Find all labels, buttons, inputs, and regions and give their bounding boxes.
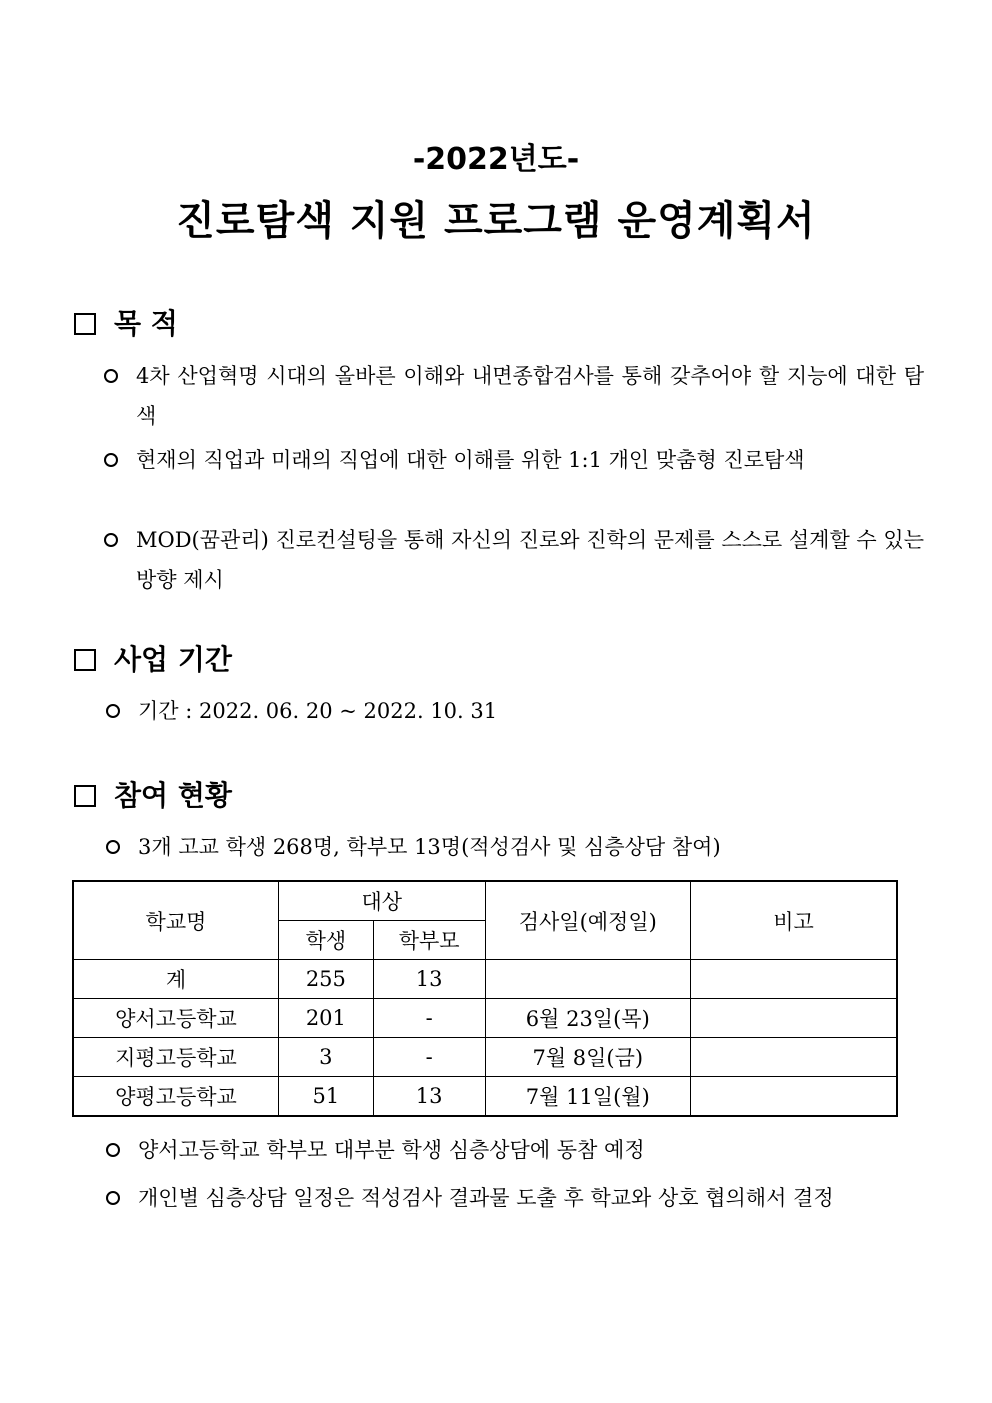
section-heading-label: 목 적 <box>114 307 178 340</box>
table-header-student: 학생 <box>278 921 373 960</box>
list-item-text: 기간 : 2022. 06. 20 ~ 2022. 10. 31 <box>138 699 498 723</box>
section-heading-purpose <box>74 306 178 342</box>
table-row <box>73 960 897 999</box>
list-item <box>98 440 924 480</box>
list-item <box>100 1178 926 1218</box>
table-cell-school: 계 <box>73 960 278 999</box>
table-cell-date: 7월 8일(금) <box>485 1038 691 1077</box>
table-cell-date <box>485 960 691 999</box>
circle-bullet-icon <box>98 520 124 560</box>
circle-bullet-icon <box>100 691 126 731</box>
table-row <box>73 1038 897 1077</box>
table-cell-student: 201 <box>278 999 373 1038</box>
document-year: -2022년도- <box>412 142 580 177</box>
participation-table <box>72 880 898 1117</box>
document-title: 진로탐색 지원 프로그램 운영계획서 <box>176 198 816 244</box>
list-item-text: 현재의 직업과 미래의 직업에 대한 이해를 위한 1:1 개인 맞춤형 진로탐색 <box>136 448 805 472</box>
section-heading-label: 참여 현황 <box>114 779 232 812</box>
table-cell-note <box>691 1038 897 1077</box>
table-row <box>73 999 897 1038</box>
section-heading-participation <box>74 778 232 814</box>
table-cell-student: 255 <box>278 960 373 999</box>
table-header-target: 대상 <box>278 881 485 921</box>
section-heading-label: 사업 기간 <box>114 643 232 676</box>
list-item-text: 4차 산업혁명 시대의 올바른 이해와 내면종합검사를 통해 갖추어야 할 지능에 대한 탐색 <box>136 364 924 428</box>
circle-bullet-icon <box>100 1130 126 1170</box>
table-cell-date: 6월 23일(목) <box>485 999 691 1038</box>
list-item <box>98 356 924 436</box>
circle-bullet-icon <box>100 1178 126 1218</box>
table-cell-school: 양서고등학교 <box>73 999 278 1038</box>
checkbox-square-icon <box>74 313 96 335</box>
list-item <box>100 691 926 731</box>
table-row <box>73 1077 897 1117</box>
table-header-date: 검사일(예정일) <box>485 881 691 960</box>
table-cell-note <box>691 960 897 999</box>
table-cell-school: 지평고등학교 <box>73 1038 278 1077</box>
table-cell-student: 3 <box>278 1038 373 1077</box>
table-cell-student: 51 <box>278 1077 373 1117</box>
table-header-note: 비고 <box>691 881 897 960</box>
table-cell-school: 양평고등학교 <box>73 1077 278 1117</box>
circle-bullet-icon <box>98 356 124 396</box>
list-item <box>98 520 924 600</box>
section-heading-period <box>74 642 232 678</box>
circle-bullet-icon <box>100 827 126 867</box>
list-item-text: 양서고등학교 학부모 대부분 학생 심층상담에 동참 예정 <box>138 1138 645 1162</box>
list-item <box>100 1130 926 1170</box>
checkbox-square-icon <box>74 785 96 807</box>
table-cell-parent: 13 <box>373 1077 485 1117</box>
table-cell-note <box>691 999 897 1038</box>
list-item-text: 개인별 심층상담 일정은 적성검사 결과물 도출 후 학교와 상호 협의해서 결정 <box>138 1186 834 1210</box>
table-cell-parent: - <box>373 1038 485 1077</box>
table-cell-date: 7월 11일(월) <box>485 1077 691 1117</box>
list-item-text: 3개 고교 학생 268명, 학부모 13명(적성검사 및 심층상담 참여) <box>138 835 721 859</box>
list-item-text: MOD(꿈관리) 진로컨설팅을 통해 자신의 진로와 진학의 문제를 스스로 설계할 수 있는 방향 제시 <box>136 528 924 592</box>
table-cell-parent: 13 <box>373 960 485 999</box>
list-item <box>100 827 926 867</box>
table-cell-parent: - <box>373 999 485 1038</box>
checkbox-square-icon <box>74 649 96 671</box>
table-cell-note <box>691 1077 897 1117</box>
table-header-parent: 학부모 <box>373 921 485 960</box>
circle-bullet-icon <box>98 440 124 480</box>
table-header-school: 학교명 <box>73 881 278 960</box>
